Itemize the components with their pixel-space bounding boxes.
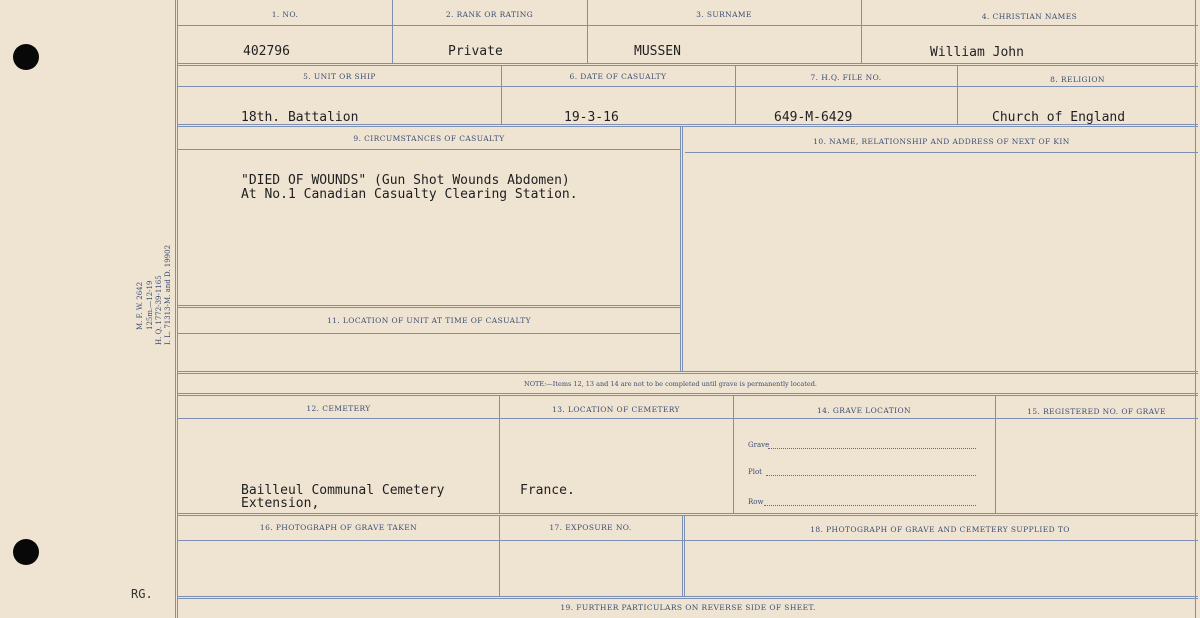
- label-location-of-cemetery: 13. LOCATION OF CEMETERY: [552, 405, 680, 414]
- value-location-of-cemetery: France.: [520, 483, 575, 498]
- note-text: NOTE:—Items 12, 13 and 14 are not to be completed until grave is permanently located.: [524, 380, 817, 388]
- label-cemetery: 12. CEMETERY: [306, 404, 371, 413]
- label-further-particulars: 19. FURTHER PARTICULARS ON REVERSE SIDE OF SHEET.: [560, 603, 816, 612]
- punch-hole-bottom: [13, 539, 39, 565]
- label-next-of-kin: 10. NAME, RELATIONSHIP AND ADDRESS OF NEXT OF KIN: [813, 137, 1070, 146]
- row-field-label: Row: [748, 498, 764, 506]
- plot-field-label: Plot: [748, 468, 762, 476]
- label-christian-names: 4. CHRISTIAN NAMES: [981, 12, 1078, 21]
- label-exposure-no: 17. EXPOSURE NO.: [549, 523, 632, 532]
- side-note-2: 125m.—12-19: [146, 280, 154, 330]
- value-surname: MUSSEN: [634, 44, 681, 59]
- label-location-of-unit: 11. LOCATION OF UNIT AT TIME OF CASUALTY: [327, 316, 531, 325]
- label-hq-file: 7. H.Q. FILE NO.: [810, 73, 882, 82]
- label-circumstances: 9. CIRCUMSTANCES OF CASUALTY: [353, 134, 505, 143]
- value-cemetery-line1: Bailleul Communal Cemetery: [241, 483, 445, 498]
- value-unit: 18th. Battalion: [241, 110, 359, 125]
- side-note-3: H. Q. 1772-39-1165: [155, 275, 163, 345]
- value-circumstances-line1: "DIED OF WOUNDS" (Gun Shot Wounds Abdomen): [241, 173, 570, 188]
- grave-field-label: Grave: [748, 441, 770, 449]
- value-date: 19-3-16: [564, 110, 619, 125]
- value-no: 402796: [243, 44, 290, 59]
- side-note-1: M. F. W. 2642: [136, 281, 144, 330]
- label-grave-location: 14. GRAVE LOCATION: [816, 406, 912, 415]
- margin-mark: RG.: [131, 587, 153, 601]
- punch-hole-top: [13, 44, 39, 70]
- label-registered-no: 15. REGISTERED NO. OF GRAVE: [1027, 407, 1166, 416]
- label-surname: 3. SURNAME: [696, 10, 752, 19]
- value-circumstances-line2: At No.1 Canadian Casualty Clearing Station.: [241, 187, 578, 202]
- label-no: 1. NO.: [271, 10, 299, 19]
- side-note-4: I. L. 71313-M. and D. 19902: [164, 244, 172, 345]
- value-religion: Church of England: [992, 110, 1126, 125]
- label-date: 6. DATE OF CASUALTY: [569, 72, 667, 81]
- label-rank: 2. RANK OR RATING: [445, 10, 534, 19]
- label-unit: 5. UNIT OR SHIP: [303, 72, 376, 81]
- value-cemetery-line2: Extension,: [241, 496, 320, 511]
- label-photograph-taken: 16. PHOTOGRAPH OF GRAVE TAKEN: [259, 523, 418, 532]
- label-religion: 8. RELIGION: [1050, 75, 1105, 84]
- value-hq-file: 649-M-6429: [774, 110, 853, 125]
- value-rank: Private: [448, 44, 503, 59]
- value-christian-names: William John: [930, 45, 1024, 60]
- label-photograph-supplied: 18. PHOTOGRAPH OF GRAVE AND CEMETERY SUPPLIED TO: [810, 525, 1070, 534]
